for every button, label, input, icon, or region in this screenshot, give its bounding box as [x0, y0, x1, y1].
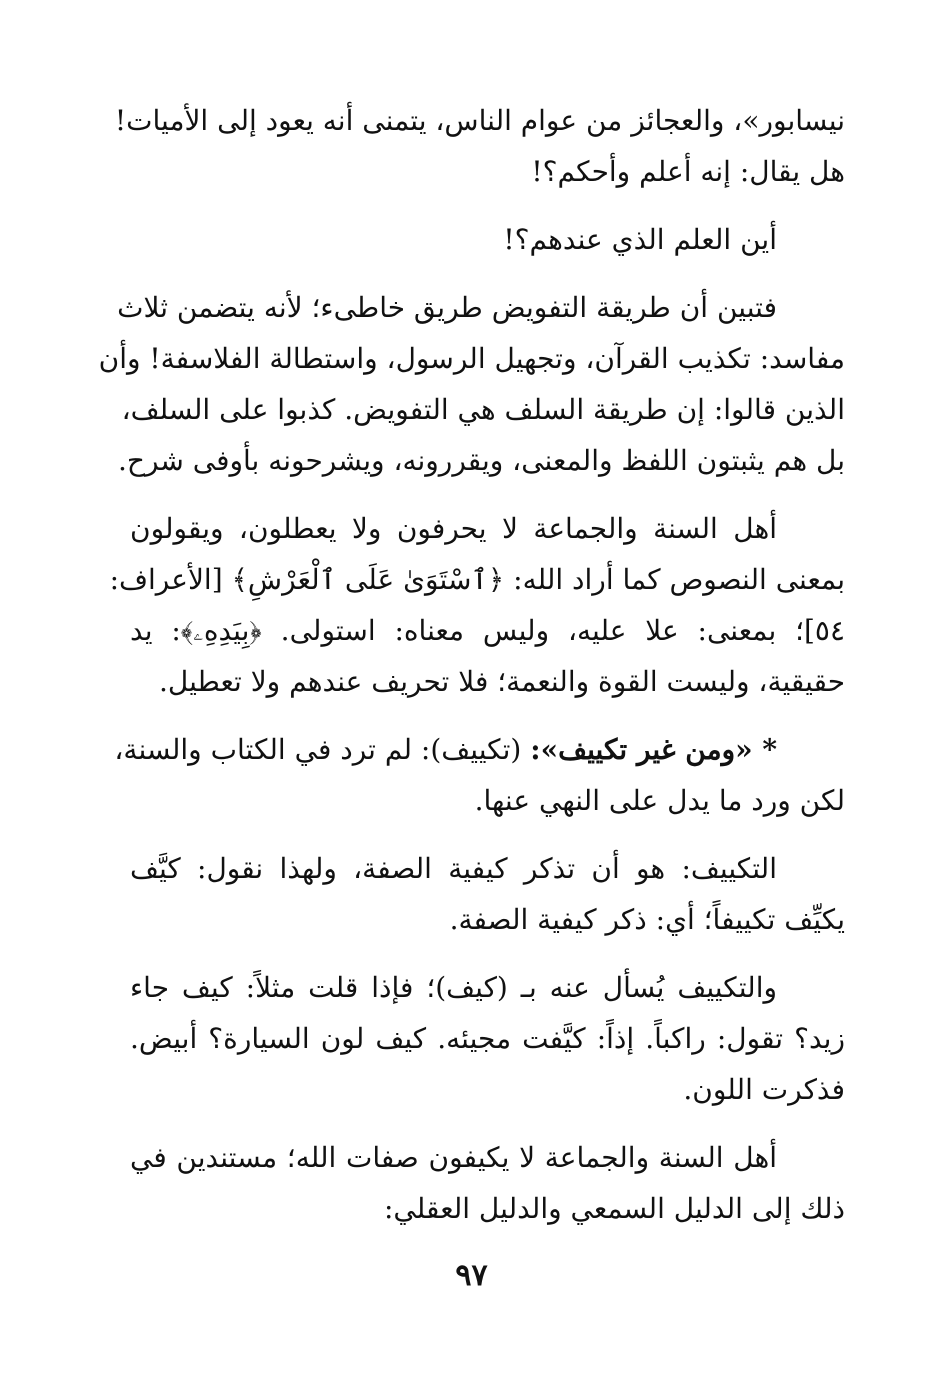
paragraph-4 — [109, 503, 845, 707]
page-number: ٩٧ — [455, 1258, 488, 1293]
paragraph-5 — [114, 724, 845, 826]
paragraph-6 — [130, 843, 845, 945]
text-line: ذلك إلى الدليل السمعي والدليل العقلي: — [383, 1192, 845, 1225]
text-line: الذين قالوا: إن طريقة السلف هي التفويض. كذبوا على السلف، — [121, 393, 845, 426]
text-line: لكن ورد ما يدل على النهي عنها. — [474, 784, 845, 817]
paragraph-3 — [98, 282, 845, 486]
text-line: هل يقال: إنه أعلم وأحكم؟! — [531, 155, 845, 188]
text-line: مفاسد: تكذيب القرآن، وتجهيل الرسول، واستطالة الفلاسفة! وأن — [98, 342, 845, 375]
text-line: يكيِّف تكييفاً؛ أي: ذكر كيفية الصفة. — [449, 903, 845, 936]
text-line: والتكييف يُسأل عنه بـ (كيف)؛ فإذا قلت مثلاً: كيف جاء — [130, 971, 777, 1004]
paragraph-8 — [130, 1132, 845, 1234]
paragraph-1 — [114, 95, 845, 197]
paragraph-2 — [130, 214, 845, 265]
text-line: التكييف: هو أن تذكر كيفية الصفة، ولهذا نقول: كيَّف — [130, 852, 777, 885]
text-line: زيد؟ تقول: راكباً. إذاً: كيَّفت مجيئه. كيف لون السيارة؟ أبيض. — [130, 1022, 845, 1055]
text-line: أهل السنة والجماعة لا يحرفون ولا يعطلون، ويقولون — [130, 512, 777, 545]
bold-lead: * «ومن غير تكييف»: — [530, 733, 777, 766]
text-line: حقيقية، وليست القوة والنعمة؛ فلا تحريف عندهم ولا تعطيل. — [158, 665, 845, 698]
text-line: نيسابور»، والعجائز من عوام الناس، يتمنى أنه يعود إلى الأميات! — [114, 104, 845, 137]
text-line: أهل السنة والجماعة لا يكيفون صفات الله؛ مستندين في — [130, 1141, 777, 1174]
paragraph-7 — [130, 962, 845, 1115]
text-span: (تكييف): لم ترد في الكتاب والسنة، — [114, 733, 522, 766]
text-line: بل هم يثبتون اللفظ والمعنى، ويقررونه، ويشرحونه بأوفى شرح. — [117, 444, 845, 477]
text-line: بمعنى النصوص كما أراد الله: ﴿ٱسْتَوَىٰ عَلَى ٱلْعَرْشِ﴾ [الأعراف: — [109, 563, 845, 596]
text-line: فذكرت اللون. — [683, 1073, 845, 1106]
text-line: أين العلم الذي عندهم؟! — [503, 223, 777, 256]
text-line — [114, 724, 845, 775]
text-line: فتبين أن طريقة التفويض طريق خاطىء؛ لأنه يتضمن ثلاث — [117, 291, 777, 324]
text-line: ٥٤]؛ بمعنى: علا عليه، وليس معناه: استولى. ﴿بِيَدِهِۦ﴾: يد — [130, 614, 845, 647]
body-text — [98, 95, 845, 1251]
